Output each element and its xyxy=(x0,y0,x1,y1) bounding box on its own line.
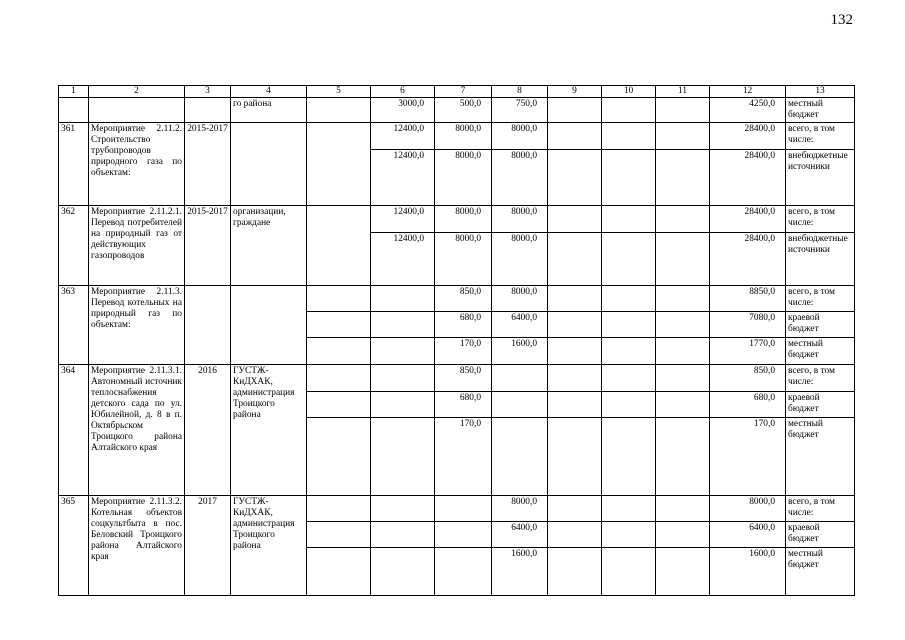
cell xyxy=(602,418,656,496)
value-cell: 8000,0 xyxy=(435,206,492,233)
value-cell: 8000,0 xyxy=(492,286,548,312)
row-number: 361 xyxy=(59,123,89,206)
cell xyxy=(602,123,656,150)
value-cell: 680,0 xyxy=(435,312,492,338)
cell xyxy=(602,548,656,596)
header-cell: 11 xyxy=(656,86,710,98)
cell xyxy=(371,312,435,338)
total-cell: 28400,0 xyxy=(710,206,786,233)
cell xyxy=(602,233,656,286)
cell xyxy=(371,392,435,418)
cell xyxy=(656,206,710,233)
executor-cell: организации, граждане xyxy=(231,206,307,286)
header-cell: 9 xyxy=(548,86,602,98)
value-cell: 170,0 xyxy=(435,338,492,365)
cell xyxy=(89,98,185,123)
cell xyxy=(371,496,435,522)
header-cell: 12 xyxy=(710,86,786,98)
table-row xyxy=(59,123,855,150)
source-cell: краевой бюджет xyxy=(786,312,855,338)
measure-name: Мероприятие 2.11.2. Строительство трубопроводов природного газа по объектам: xyxy=(89,123,185,206)
cell xyxy=(307,496,371,522)
measure-name: Мероприятие 2.11.2.1. Перевод потребителей на природный газ от действующих газопроводов xyxy=(89,206,185,286)
source-cell: местный бюджет xyxy=(786,548,855,596)
page-number: 132 xyxy=(830,12,853,28)
cell xyxy=(435,496,492,522)
program-measures-table xyxy=(58,85,855,596)
cell xyxy=(656,338,710,365)
table-row xyxy=(59,286,855,312)
source-cell: местный бюджет xyxy=(786,338,855,365)
cell xyxy=(548,312,602,338)
value-cell: 12400,0 xyxy=(371,150,435,206)
row-number: 362 xyxy=(59,206,89,286)
cell xyxy=(371,522,435,548)
cell xyxy=(548,233,602,286)
table-row xyxy=(59,206,855,233)
table-row xyxy=(59,365,855,392)
cell xyxy=(548,150,602,206)
total-cell: 170,0 xyxy=(710,418,786,496)
cell xyxy=(548,123,602,150)
header-cell: 6 xyxy=(371,86,435,98)
executor-cell: ГУСТЖ-КиДХАК, администрация Троицкого района xyxy=(231,365,307,496)
cell xyxy=(602,286,656,312)
cell xyxy=(59,98,89,123)
cell xyxy=(307,392,371,418)
value-cell: 8000,0 xyxy=(492,206,548,233)
total-cell: 680,0 xyxy=(710,392,786,418)
value-cell: 750,0 xyxy=(492,98,548,123)
cell xyxy=(656,98,710,123)
source-cell: краевой бюджет xyxy=(786,392,855,418)
measure-name: Мероприятие 2.11.3. Перевод котельных на природный газ по объектам: xyxy=(89,286,185,365)
cell xyxy=(371,548,435,596)
cell xyxy=(548,338,602,365)
header-cell: 5 xyxy=(307,86,371,98)
cell xyxy=(548,365,602,392)
cell xyxy=(548,98,602,123)
source-cell: всего, в том числе: xyxy=(786,286,855,312)
value-cell: 12400,0 xyxy=(371,233,435,286)
cell xyxy=(307,338,371,365)
cell xyxy=(307,150,371,206)
source-cell: всего, в том числе: xyxy=(786,206,855,233)
cell xyxy=(602,522,656,548)
header-cell: 13 xyxy=(786,86,855,98)
value-cell: 850,0 xyxy=(435,286,492,312)
header-cell: 2 xyxy=(89,86,185,98)
executor-cell: ГУСТЖ-КиДХАК, администрация Троицкого района xyxy=(231,496,307,596)
total-cell: 850,0 xyxy=(710,365,786,392)
cell xyxy=(602,365,656,392)
cell xyxy=(307,548,371,596)
cell xyxy=(371,338,435,365)
cell xyxy=(307,206,371,233)
period-cell: 2015-2017 xyxy=(185,206,231,286)
table-row-continuation xyxy=(59,98,855,123)
header-cell: 8 xyxy=(492,86,548,98)
cell xyxy=(307,286,371,312)
total-cell: 7080,0 xyxy=(710,312,786,338)
cell xyxy=(656,123,710,150)
source-cell: краевой бюджет xyxy=(786,522,855,548)
source-cell: всего, в том числе: xyxy=(786,496,855,522)
value-cell: 8000,0 xyxy=(492,496,548,522)
cell xyxy=(548,392,602,418)
cell xyxy=(602,338,656,365)
cell xyxy=(656,312,710,338)
cell xyxy=(656,522,710,548)
total-cell: 8850,0 xyxy=(710,286,786,312)
value-cell: 680,0 xyxy=(435,392,492,418)
table-row xyxy=(59,496,855,522)
value-cell: 1600,0 xyxy=(492,548,548,596)
cell xyxy=(548,286,602,312)
source-cell: внебюджетные источники xyxy=(786,233,855,286)
source-cell: местный бюджет xyxy=(786,98,855,123)
cell xyxy=(548,206,602,233)
value-cell: 8000,0 xyxy=(435,233,492,286)
source-cell: местный бюджет xyxy=(786,418,855,496)
cell xyxy=(307,365,371,392)
header-cell: 10 xyxy=(602,86,656,98)
cell xyxy=(371,286,435,312)
total-cell: 6400,0 xyxy=(710,522,786,548)
value-cell: 12400,0 xyxy=(371,206,435,233)
value-cell: 8000,0 xyxy=(492,150,548,206)
cell xyxy=(307,233,371,286)
value-cell: 8000,0 xyxy=(492,123,548,150)
cell xyxy=(492,392,548,418)
cell xyxy=(435,548,492,596)
value-cell: 8000,0 xyxy=(435,150,492,206)
source-cell: внебюджетные источники xyxy=(786,150,855,206)
header-cell: 4 xyxy=(231,86,307,98)
cell xyxy=(602,496,656,522)
value-cell: 12400,0 xyxy=(371,123,435,150)
cell xyxy=(371,418,435,496)
cell xyxy=(548,522,602,548)
cell xyxy=(185,98,231,123)
cell xyxy=(602,98,656,123)
period-cell: 2015-2017 xyxy=(185,123,231,206)
value-cell: 8000,0 xyxy=(492,233,548,286)
period-cell: 2017 xyxy=(185,496,231,596)
value-cell: 6400,0 xyxy=(492,312,548,338)
period-cell xyxy=(185,286,231,365)
total-cell: 28400,0 xyxy=(710,233,786,286)
header-cell: 1 xyxy=(59,86,89,98)
measure-name: Мероприятие 2.11.3.2. Котельная объектов соцкультбыта в пос. Беловский Троицкого района Алтайского края xyxy=(89,496,185,596)
total-cell: 28400,0 xyxy=(710,150,786,206)
value-cell: 6400,0 xyxy=(492,522,548,548)
total-cell: 28400,0 xyxy=(710,123,786,150)
cell xyxy=(307,123,371,150)
cell xyxy=(602,206,656,233)
value-cell: 850,0 xyxy=(435,365,492,392)
cell xyxy=(656,548,710,596)
total-cell: 4250,0 xyxy=(710,98,786,123)
cell xyxy=(307,522,371,548)
executor-cell xyxy=(231,286,307,365)
cell xyxy=(548,496,602,522)
total-cell: 8000,0 xyxy=(710,496,786,522)
header-row xyxy=(59,86,855,98)
cell xyxy=(656,392,710,418)
value-cell: 500,0 xyxy=(435,98,492,123)
cell xyxy=(656,150,710,206)
value-cell: 170,0 xyxy=(435,418,492,496)
header-cell: 3 xyxy=(185,86,231,98)
cell xyxy=(656,365,710,392)
source-cell: всего, в том числе: xyxy=(786,123,855,150)
cell xyxy=(656,418,710,496)
total-cell: 1600,0 xyxy=(710,548,786,596)
cell xyxy=(602,312,656,338)
cell xyxy=(656,496,710,522)
total-cell: 1770,0 xyxy=(710,338,786,365)
cell xyxy=(548,548,602,596)
period-cell: 2016 xyxy=(185,365,231,496)
value-cell: 1600,0 xyxy=(492,338,548,365)
value-cell: 3000,0 xyxy=(371,98,435,123)
cell xyxy=(548,418,602,496)
cell xyxy=(656,286,710,312)
cell xyxy=(492,365,548,392)
executor-cell xyxy=(231,123,307,206)
cell xyxy=(307,418,371,496)
row-number: 364 xyxy=(59,365,89,496)
cell xyxy=(492,418,548,496)
measure-name: Мероприятие 2.11.3.1. Автономный источник теплоснабжения детского сада по ул. Юбилейной, д. 8 в п. Октябрьском Троицкого района Алтайского края xyxy=(89,365,185,496)
cell xyxy=(602,392,656,418)
cell xyxy=(435,522,492,548)
executor-cell: го района xyxy=(231,98,307,123)
row-number: 365 xyxy=(59,496,89,596)
cell xyxy=(307,312,371,338)
value-cell: 8000,0 xyxy=(435,123,492,150)
cell xyxy=(307,98,371,123)
cell xyxy=(602,150,656,206)
cell xyxy=(656,233,710,286)
header-cell: 7 xyxy=(435,86,492,98)
row-number: 363 xyxy=(59,286,89,365)
source-cell: всего, в том числе: xyxy=(786,365,855,392)
cell xyxy=(371,365,435,392)
